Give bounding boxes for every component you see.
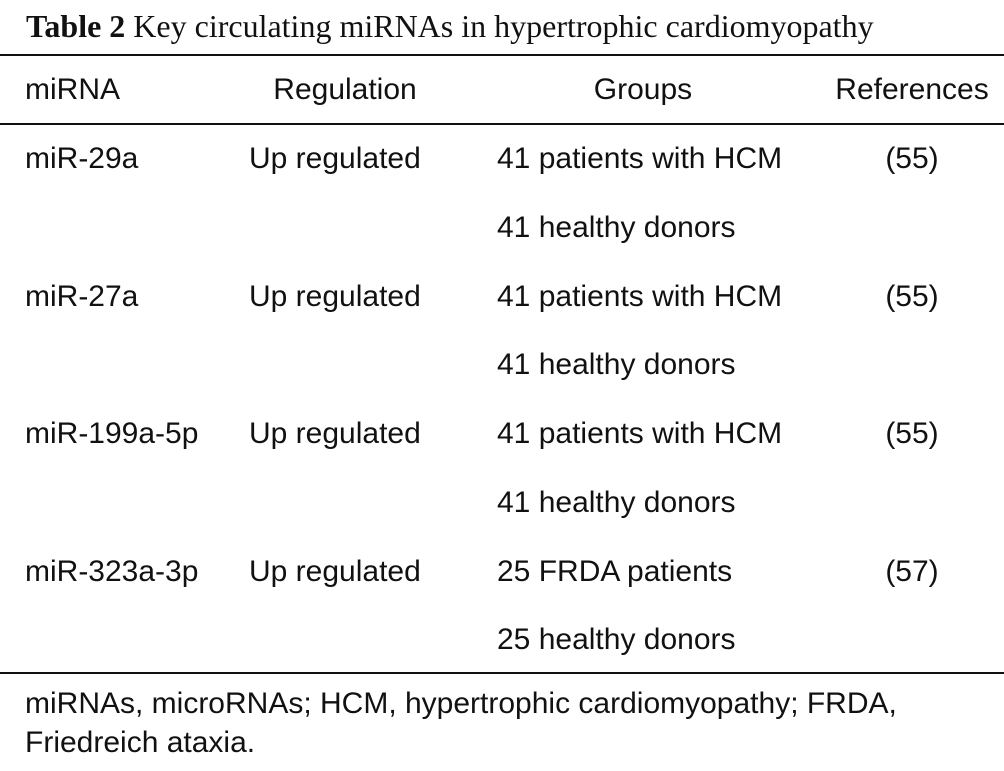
row-2-regulation: Up regulated	[249, 280, 421, 313]
table-header-rule	[0, 123, 1004, 125]
table-caption-text: Key circulating miRNAs in hypertrophic cardiomyopathy	[133, 8, 874, 44]
row-1-group-2: 41 healthy donors	[497, 211, 736, 244]
header-groups: Groups	[593, 73, 693, 106]
row-4-reference: (57)	[885, 555, 939, 588]
row-3-mirna: miR-199a-5p	[25, 417, 199, 450]
table-caption	[26, 6, 874, 46]
row-4-mirna: miR-323a-3p	[25, 555, 199, 588]
row-2-mirna: miR-27a	[25, 280, 139, 313]
row-1-group-1: 41 patients with HCM	[497, 142, 783, 175]
row-4-group-1: 25 FRDA patients	[497, 555, 733, 588]
row-3-regulation: Up regulated	[249, 417, 421, 450]
row-1-regulation: Up regulated	[249, 142, 421, 175]
row-3-group-1: 41 patients with HCM	[497, 417, 783, 450]
row-3-group-2: 41 healthy donors	[497, 486, 736, 519]
header-references: References	[835, 73, 989, 106]
row-2-reference: (55)	[885, 280, 939, 313]
row-2-group-1: 41 patients with HCM	[497, 280, 783, 313]
row-1-reference: (55)	[885, 142, 939, 175]
row-4-group-2: 25 healthy donors	[497, 623, 736, 656]
table-top-rule	[0, 54, 1004, 56]
row-3-reference: (55)	[885, 417, 939, 450]
table-footnote: miRNAs, microRNAs; HCM, hypertrophic cardiomyopathy; FRDA, Friedreich ataxia.	[25, 687, 897, 759]
row-2-group-2: 41 healthy donors	[497, 348, 736, 381]
header-mirna: miRNA	[25, 73, 120, 106]
row-1-mirna: miR-29a	[25, 142, 139, 175]
table-bottom-rule	[0, 672, 1004, 674]
row-4-regulation: Up regulated	[249, 555, 421, 588]
header-regulation: Regulation	[273, 73, 417, 106]
table-caption-label: Table 2	[26, 8, 126, 44]
